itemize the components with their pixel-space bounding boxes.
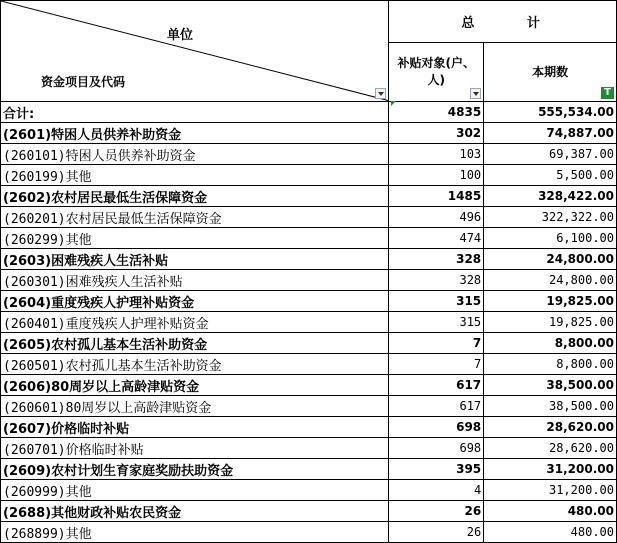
row-amount[interactable]: 8,800.00 bbox=[484, 333, 617, 354]
fund-item-label: 资金项目及代码 bbox=[41, 75, 126, 89]
row-amount[interactable]: 24,800.00 bbox=[484, 249, 617, 270]
row-amount[interactable]: 38,500.00 bbox=[484, 375, 617, 396]
row-count[interactable]: 328 bbox=[389, 249, 484, 270]
table-row[interactable] bbox=[1, 480, 617, 501]
row-count[interactable]: 328 bbox=[389, 270, 484, 291]
table-row[interactable] bbox=[1, 354, 617, 375]
row-amount[interactable]: 38,500.00 bbox=[484, 396, 617, 417]
row-label[interactable]: (2601)特困人员供养补助资金 bbox=[1, 123, 389, 144]
row-count[interactable]: 103 bbox=[389, 144, 484, 165]
row-count[interactable]: 617 bbox=[389, 375, 484, 396]
row-amount[interactable]: 19,825.00 bbox=[484, 291, 617, 312]
current-amount-header bbox=[484, 43, 617, 102]
row-label[interactable]: (260101)特困人员供养补助资金 bbox=[1, 144, 389, 165]
row-count[interactable]: 698 bbox=[389, 417, 484, 438]
row-amount[interactable]: 322,322.00 bbox=[484, 207, 617, 228]
row-label[interactable]: (260601)80周岁以上高龄津贴资金 bbox=[1, 396, 389, 417]
row-label[interactable]: (2605)农村孤儿基本生活补助资金 bbox=[1, 333, 389, 354]
row-count[interactable]: 698 bbox=[389, 438, 484, 459]
row-amount[interactable]: 28,620.00 bbox=[484, 438, 617, 459]
row-label[interactable]: (2603)困难残疾人生活补贴 bbox=[1, 249, 389, 270]
row-amount[interactable]: 480.00 bbox=[484, 522, 617, 543]
table-row[interactable] bbox=[1, 270, 617, 291]
table-row[interactable] bbox=[1, 144, 617, 165]
row-count[interactable]: 474 bbox=[389, 228, 484, 249]
row-amount[interactable]: 8,800.00 bbox=[484, 354, 617, 375]
row-label[interactable]: (260201)农村居民最低生活保障资金 bbox=[1, 207, 389, 228]
row-label[interactable]: (260999)其他 bbox=[1, 480, 389, 501]
table-row[interactable] bbox=[1, 102, 617, 123]
row-count[interactable]: 4 bbox=[389, 480, 484, 501]
diagonal-header-cell bbox=[1, 1, 389, 102]
row-label[interactable]: (268899)其他 bbox=[1, 522, 389, 543]
table-row[interactable] bbox=[1, 228, 617, 249]
cell-comment-marker-icon bbox=[391, 101, 396, 106]
row-label[interactable]: (2604)重度残疾人护理补贴资金 bbox=[1, 291, 389, 312]
filter-dropdown-icon[interactable] bbox=[375, 88, 386, 99]
row-label[interactable]: 合计: bbox=[1, 102, 389, 123]
table-row[interactable] bbox=[1, 396, 617, 417]
table-row[interactable] bbox=[1, 291, 617, 312]
row-label[interactable]: (260501)农村孤儿基本生活补助资金 bbox=[1, 354, 389, 375]
row-count[interactable]: 315 bbox=[389, 312, 484, 333]
row-amount[interactable]: 28,620.00 bbox=[484, 417, 617, 438]
table-row[interactable] bbox=[1, 417, 617, 438]
row-label[interactable]: (2602)农村居民最低生活保障资金 bbox=[1, 186, 389, 207]
row-count[interactable]: 26 bbox=[389, 522, 484, 543]
row-amount[interactable]: 69,387.00 bbox=[484, 144, 617, 165]
table-row[interactable] bbox=[1, 123, 617, 144]
row-amount[interactable]: 555,534.00 bbox=[484, 102, 617, 123]
filter-dropdown-icon[interactable] bbox=[470, 88, 481, 99]
row-count[interactable]: 617 bbox=[389, 396, 484, 417]
table-row[interactable] bbox=[1, 375, 617, 396]
row-amount[interactable]: 328,422.00 bbox=[484, 186, 617, 207]
filter-active-icon[interactable]: T bbox=[601, 87, 614, 99]
row-count[interactable]: 7 bbox=[389, 354, 484, 375]
row-amount[interactable]: 31,200.00 bbox=[484, 480, 617, 501]
row-label[interactable]: (2607)价格临时补贴 bbox=[1, 417, 389, 438]
subsidy-count-label: 补贴对象(户、人) bbox=[397, 56, 476, 87]
row-count[interactable]: 4835 bbox=[389, 102, 484, 123]
table-row[interactable] bbox=[1, 522, 617, 543]
row-label[interactable]: (260401)重度残疾人护理补贴资金 bbox=[1, 312, 389, 333]
row-count[interactable]: 496 bbox=[389, 207, 484, 228]
row-count[interactable]: 100 bbox=[389, 165, 484, 186]
subsidy-count-header bbox=[389, 43, 484, 102]
table-row[interactable] bbox=[1, 438, 617, 459]
row-count[interactable]: 302 bbox=[389, 123, 484, 144]
current-amount-label: 本期数 bbox=[532, 64, 569, 79]
unit-label: 单位 bbox=[167, 28, 194, 43]
row-amount[interactable]: 24,800.00 bbox=[484, 270, 617, 291]
row-amount[interactable]: 74,887.00 bbox=[484, 123, 617, 144]
row-count[interactable]: 315 bbox=[389, 291, 484, 312]
table-row[interactable] bbox=[1, 312, 617, 333]
row-count[interactable]: 7 bbox=[389, 333, 484, 354]
row-label[interactable]: (260299)其他 bbox=[1, 228, 389, 249]
row-amount[interactable]: 31,200.00 bbox=[484, 459, 617, 480]
row-amount[interactable]: 5,500.00 bbox=[484, 165, 617, 186]
table-row[interactable] bbox=[1, 333, 617, 354]
row-count[interactable]: 26 bbox=[389, 501, 484, 522]
row-label[interactable]: (260701)价格临时补贴 bbox=[1, 438, 389, 459]
table-row[interactable] bbox=[1, 207, 617, 228]
row-count[interactable]: 395 bbox=[389, 459, 484, 480]
row-label[interactable]: (2688)其他财政补贴农民资金 bbox=[1, 501, 389, 522]
table-row[interactable] bbox=[1, 186, 617, 207]
row-label[interactable]: (2606)80周岁以上高龄津贴资金 bbox=[1, 375, 389, 396]
table-body bbox=[1, 102, 617, 543]
table-row[interactable] bbox=[1, 249, 617, 270]
row-amount[interactable]: 19,825.00 bbox=[484, 312, 617, 333]
table-row[interactable] bbox=[1, 165, 617, 186]
row-label[interactable]: (260199)其他 bbox=[1, 165, 389, 186]
table-row[interactable] bbox=[1, 501, 617, 522]
row-label[interactable]: (260301)困难残疾人生活补贴 bbox=[1, 270, 389, 291]
table-row[interactable] bbox=[1, 459, 617, 480]
row-amount[interactable]: 480.00 bbox=[484, 501, 617, 522]
total-header: 总 计 bbox=[389, 1, 617, 43]
row-count[interactable]: 1485 bbox=[389, 186, 484, 207]
row-amount[interactable]: 6,100.00 bbox=[484, 228, 617, 249]
row-label[interactable]: (2609)农村计划生育家庭奖励扶助资金 bbox=[1, 459, 389, 480]
